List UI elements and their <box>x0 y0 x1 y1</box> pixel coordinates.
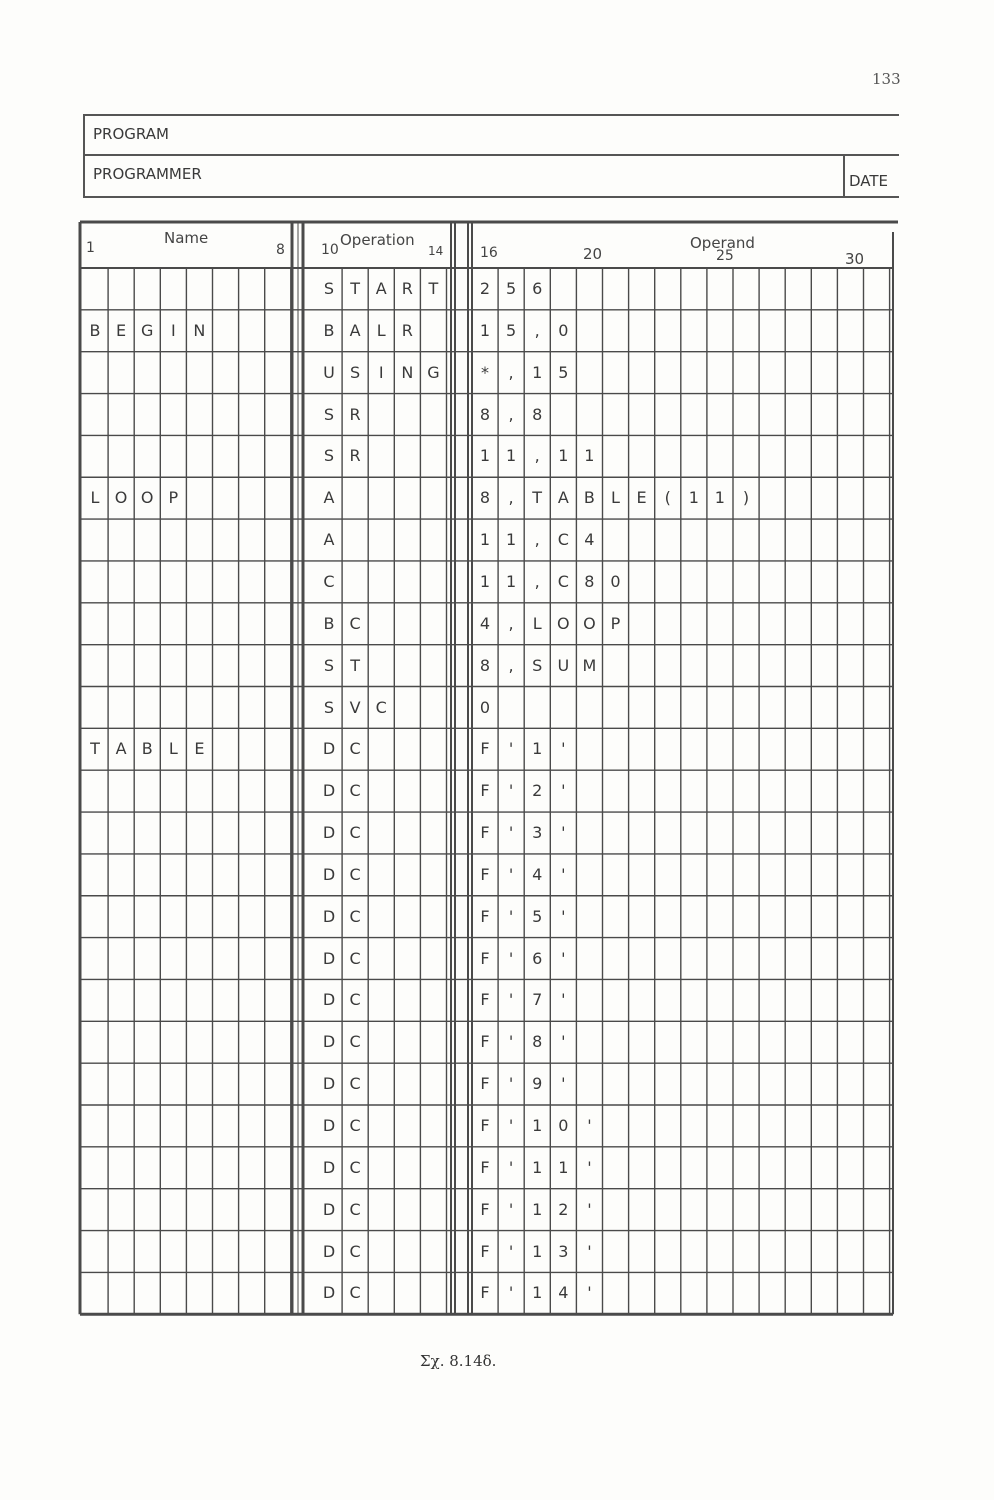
operand-char: 1 <box>479 446 491 466</box>
operand-char: ' <box>561 864 566 884</box>
operation-char: D <box>322 1157 336 1177</box>
operation-char: C <box>375 697 387 717</box>
operation-char: R <box>401 320 413 340</box>
operand-char: F <box>480 1116 490 1135</box>
operand-char: ' <box>587 1199 592 1219</box>
operand-char: 1 <box>532 1157 543 1177</box>
operand-char: T <box>532 488 543 508</box>
operation-char: C <box>349 739 361 759</box>
operation-char: C <box>349 948 361 968</box>
operand-char: ' <box>508 990 514 1010</box>
operation-char: C <box>349 1116 361 1135</box>
operand-char: C <box>557 530 569 550</box>
operation-char: C <box>349 613 361 633</box>
operand-char: C <box>557 571 569 591</box>
operand-char: ' <box>561 739 566 759</box>
operand-char: ' <box>561 990 566 1010</box>
operand-char: F <box>480 1199 490 1219</box>
operation-char: C <box>349 1241 361 1261</box>
operation-char: C <box>349 1199 361 1219</box>
name-char: B <box>141 739 153 759</box>
operand-char: , <box>508 655 514 675</box>
operand-col-30: 30 <box>845 250 865 268</box>
operand-char: F <box>480 1032 490 1052</box>
operand-char: F <box>480 990 490 1010</box>
operand-char: F <box>480 781 490 801</box>
operation-col-end: 14 <box>428 244 444 258</box>
operation-char: T <box>350 279 360 298</box>
operand-char: U <box>557 655 570 675</box>
operand-char: 1 <box>688 488 699 508</box>
operand-char: 1 <box>532 1116 543 1135</box>
operand-char: 1 <box>532 1283 543 1303</box>
operand-char: ( <box>664 488 671 508</box>
operand-char: 6 <box>532 948 543 968</box>
operation-char: B <box>323 613 335 633</box>
operand-char: ' <box>561 781 566 801</box>
operand-col-25: 25 <box>716 248 734 264</box>
operand-char: E <box>636 488 647 508</box>
operand-char: ' <box>561 906 566 926</box>
operand-char: F <box>480 739 490 759</box>
operand-char: 0 <box>558 1116 569 1135</box>
operation-char: S <box>350 362 361 382</box>
name-char: B <box>89 320 101 340</box>
name-char: E <box>116 320 127 340</box>
operand-col-16: 16 <box>480 245 498 261</box>
operand-char: 0 <box>479 697 491 717</box>
name-col-end: 8 <box>276 242 285 258</box>
operand-char: ' <box>508 1241 514 1261</box>
operation-char: D <box>322 823 336 843</box>
operand-char: 2 <box>532 781 543 801</box>
operand-char: 5 <box>558 362 569 382</box>
operand-char: 1 <box>532 362 543 382</box>
operand-char: M <box>582 655 597 675</box>
operand-char: ' <box>508 906 514 926</box>
operation-char: R <box>349 446 361 466</box>
operation-char: D <box>322 864 336 884</box>
operation-char: R <box>349 404 361 424</box>
operation-char: A <box>375 279 387 298</box>
operation-char: D <box>322 990 336 1010</box>
program-label: PROGRAM <box>93 125 169 143</box>
operation-char: I <box>378 362 384 382</box>
operand-char: 5 <box>506 279 517 298</box>
operand-char: ' <box>508 781 514 801</box>
operation-char: C <box>349 864 361 884</box>
operand-char: 1 <box>532 1199 543 1219</box>
operand-char: ' <box>508 739 514 759</box>
operand-char: 1 <box>584 446 595 466</box>
operation-char: C <box>349 1157 361 1177</box>
operation-char: D <box>322 1283 336 1303</box>
operation-char: S <box>323 446 335 466</box>
operand-col-title: Operand <box>690 234 755 252</box>
operand-char: 1 <box>479 320 491 340</box>
operation-char: S <box>323 404 335 424</box>
name-char: I <box>170 320 176 340</box>
operand-char: 3 <box>532 823 543 843</box>
operation-char: C <box>349 823 361 843</box>
operation-char: T <box>428 279 439 298</box>
operation-char: D <box>322 1241 336 1261</box>
operand-char: 1 <box>506 571 517 591</box>
operand-char: O <box>583 613 596 633</box>
operation-char: V <box>349 697 361 717</box>
operand-char: 5 <box>532 906 543 926</box>
operation-char: D <box>322 739 336 759</box>
operand-char: ' <box>508 1283 514 1303</box>
operation-char: D <box>322 906 336 926</box>
operand-char: A <box>557 488 569 508</box>
operation-char: A <box>323 488 335 508</box>
operation-char: G <box>427 362 440 382</box>
name-char: N <box>193 320 206 340</box>
operand-char: 2 <box>479 279 491 298</box>
operand-char: ' <box>508 1032 514 1052</box>
operation-char: D <box>322 1032 336 1052</box>
operand-char: ' <box>508 1074 514 1094</box>
operand-char: 3 <box>558 1241 569 1261</box>
operand-char: ' <box>587 1283 592 1303</box>
programmer-label: PROGRAMMER <box>93 165 202 183</box>
operand-char: ' <box>587 1157 592 1177</box>
operand-char: 5 <box>506 320 517 340</box>
operation-char: T <box>350 655 360 675</box>
operand-char: ' <box>561 1032 566 1052</box>
operand-char: 8 <box>532 404 543 424</box>
operand-char: 1 <box>532 1241 543 1261</box>
operand-char: 1 <box>506 530 517 550</box>
operation-char: A <box>323 530 335 550</box>
name-char: P <box>168 488 179 508</box>
operand-char: 6 <box>532 279 543 298</box>
operation-char: D <box>322 1116 336 1135</box>
operand-char: F <box>480 864 490 884</box>
operand-char: , <box>534 530 540 550</box>
operand-char: 1 <box>558 1157 569 1177</box>
operand-char: , <box>508 404 514 424</box>
name-char: O <box>114 488 128 508</box>
operand-char: P <box>610 613 621 633</box>
operand-char: ' <box>508 823 514 843</box>
operand-char: 8 <box>584 571 595 591</box>
operation-char: S <box>323 279 335 298</box>
operand-char: 1 <box>506 446 517 466</box>
operand-char: F <box>480 1157 490 1177</box>
name-char: T <box>90 739 100 759</box>
operand-char: L <box>611 488 620 508</box>
operand-char: 1 <box>714 488 725 508</box>
operand-char: ' <box>508 864 514 884</box>
operand-char: F <box>480 906 490 926</box>
name-char: E <box>194 739 205 759</box>
operation-char: B <box>323 320 335 340</box>
operand-char: , <box>534 446 540 466</box>
operand-char: , <box>508 613 514 633</box>
operation-char: C <box>349 781 361 801</box>
operation-col-title: Operation <box>340 231 415 249</box>
operand-char: , <box>534 571 540 591</box>
operation-char: S <box>323 697 335 717</box>
operand-char: F <box>480 1283 490 1303</box>
operand-char: 8 <box>479 404 491 424</box>
operand-char: ' <box>587 1241 592 1261</box>
operand-char: B <box>583 488 595 508</box>
name-char: O <box>140 488 154 508</box>
operation-char: C <box>349 1283 361 1303</box>
operand-char: F <box>480 823 490 843</box>
operand-char: 8 <box>479 488 491 508</box>
name-col-title: Name <box>164 229 209 247</box>
operand-char: , <box>508 488 514 508</box>
operand-char: 7 <box>532 990 543 1010</box>
operation-char: C <box>323 571 335 591</box>
operand-char: O <box>557 613 570 633</box>
operation-char: A <box>349 320 361 340</box>
page-number: 133 <box>872 70 901 88</box>
operation-char: C <box>349 1032 361 1052</box>
operation-char: S <box>323 655 335 675</box>
operand-char: ' <box>561 1074 566 1094</box>
operand-char: ' <box>587 1116 592 1135</box>
operand-char: ' <box>508 1116 514 1135</box>
operand-char: 4 <box>532 864 543 884</box>
operand-char: ' <box>561 823 566 843</box>
operation-char: R <box>401 279 413 298</box>
operand-char: , <box>534 320 540 340</box>
figure-caption: Σχ. 8.14δ. <box>420 1352 497 1370</box>
name-char: L <box>168 739 178 759</box>
operand-char: * <box>481 362 489 382</box>
operand-char: 9 <box>532 1074 543 1094</box>
operand-char: ' <box>508 948 514 968</box>
name-col-start: 1 <box>86 240 95 256</box>
operand-char: 8 <box>532 1032 543 1052</box>
operand-col-20: 20 <box>583 245 603 263</box>
operand-char: , <box>508 362 514 382</box>
operand-char: L <box>532 613 542 633</box>
name-char: L <box>90 488 100 508</box>
name-char: G <box>140 320 154 340</box>
name-char: A <box>115 739 127 759</box>
operand-char: ' <box>561 948 566 968</box>
operation-col-start: 10 <box>321 242 339 258</box>
operand-char: 1 <box>558 446 569 466</box>
operand-char: 0 <box>610 571 621 591</box>
operand-char: 1 <box>479 571 491 591</box>
operation-char: U <box>323 362 335 382</box>
operation-char: C <box>349 906 361 926</box>
operand-char: 1 <box>479 530 491 550</box>
operand-char: F <box>480 1241 490 1261</box>
date-label: DATE <box>849 172 889 190</box>
operand-char: ' <box>508 1199 514 1219</box>
operand-char: 1 <box>532 739 543 759</box>
operation-char: C <box>349 990 361 1010</box>
operation-char: N <box>401 362 414 382</box>
operand-char: 8 <box>479 655 491 675</box>
operation-char: D <box>322 781 336 801</box>
operation-char: D <box>322 948 336 968</box>
operand-char: 2 <box>558 1199 569 1219</box>
operand-char: 4 <box>558 1283 569 1303</box>
operand-char: ' <box>508 1157 514 1177</box>
operand-char: S <box>532 655 543 675</box>
operation-char: D <box>322 1074 336 1094</box>
operation-char: C <box>349 1074 361 1094</box>
operand-char: F <box>480 1074 490 1094</box>
operand-char: 4 <box>479 613 491 633</box>
operand-char: F <box>480 948 490 968</box>
operand-char: ) <box>742 488 750 508</box>
operand-char: 0 <box>558 320 569 340</box>
operand-char: 4 <box>584 530 595 550</box>
operation-char: L <box>376 320 386 340</box>
operation-char: D <box>322 1199 336 1219</box>
